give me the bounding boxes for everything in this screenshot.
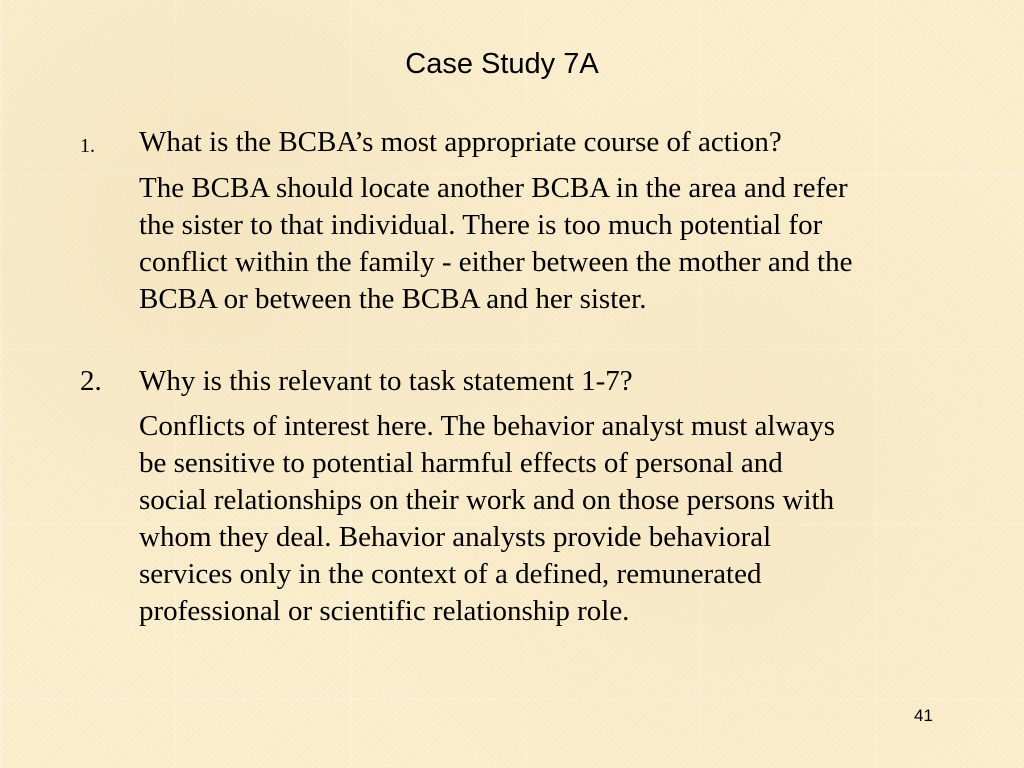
answer-line: The BCBA should locate another BCBA in the area and refer <box>139 172 848 204</box>
slide-title: Case Study 7A <box>405 48 599 80</box>
item-number: 2. <box>80 365 102 397</box>
page-number: 41 <box>914 706 933 725</box>
answer-line: be sensitive to potential harmful effects of personal and <box>139 447 783 479</box>
answer-line: the sister to that individual. There is too much potential for <box>139 209 823 241</box>
question-text: What is the BCBA’s most appropriate course of action? <box>139 126 782 158</box>
question-text: Why is this relevant to task statement 1-7? <box>139 365 633 397</box>
item-number: 1. <box>80 135 95 157</box>
answer-line: conflict within the family - either between the mother and the <box>139 246 853 278</box>
answer-text <box>139 408 989 630</box>
answer-line: services only in the context of a defined, remunerated <box>139 558 762 590</box>
answer-line: professional or scientific relationship role. <box>139 595 630 627</box>
answer-line: social relationships on their work and on those persons with <box>139 484 835 516</box>
answer-line: Conflicts of interest here. The behavior analyst must always <box>139 410 836 442</box>
answer-line: whom they deal. Behavior analysts provide behavioral <box>139 521 772 553</box>
answer-text <box>139 170 989 318</box>
answer-line: BCBA or between the BCBA and her sister. <box>139 283 647 315</box>
